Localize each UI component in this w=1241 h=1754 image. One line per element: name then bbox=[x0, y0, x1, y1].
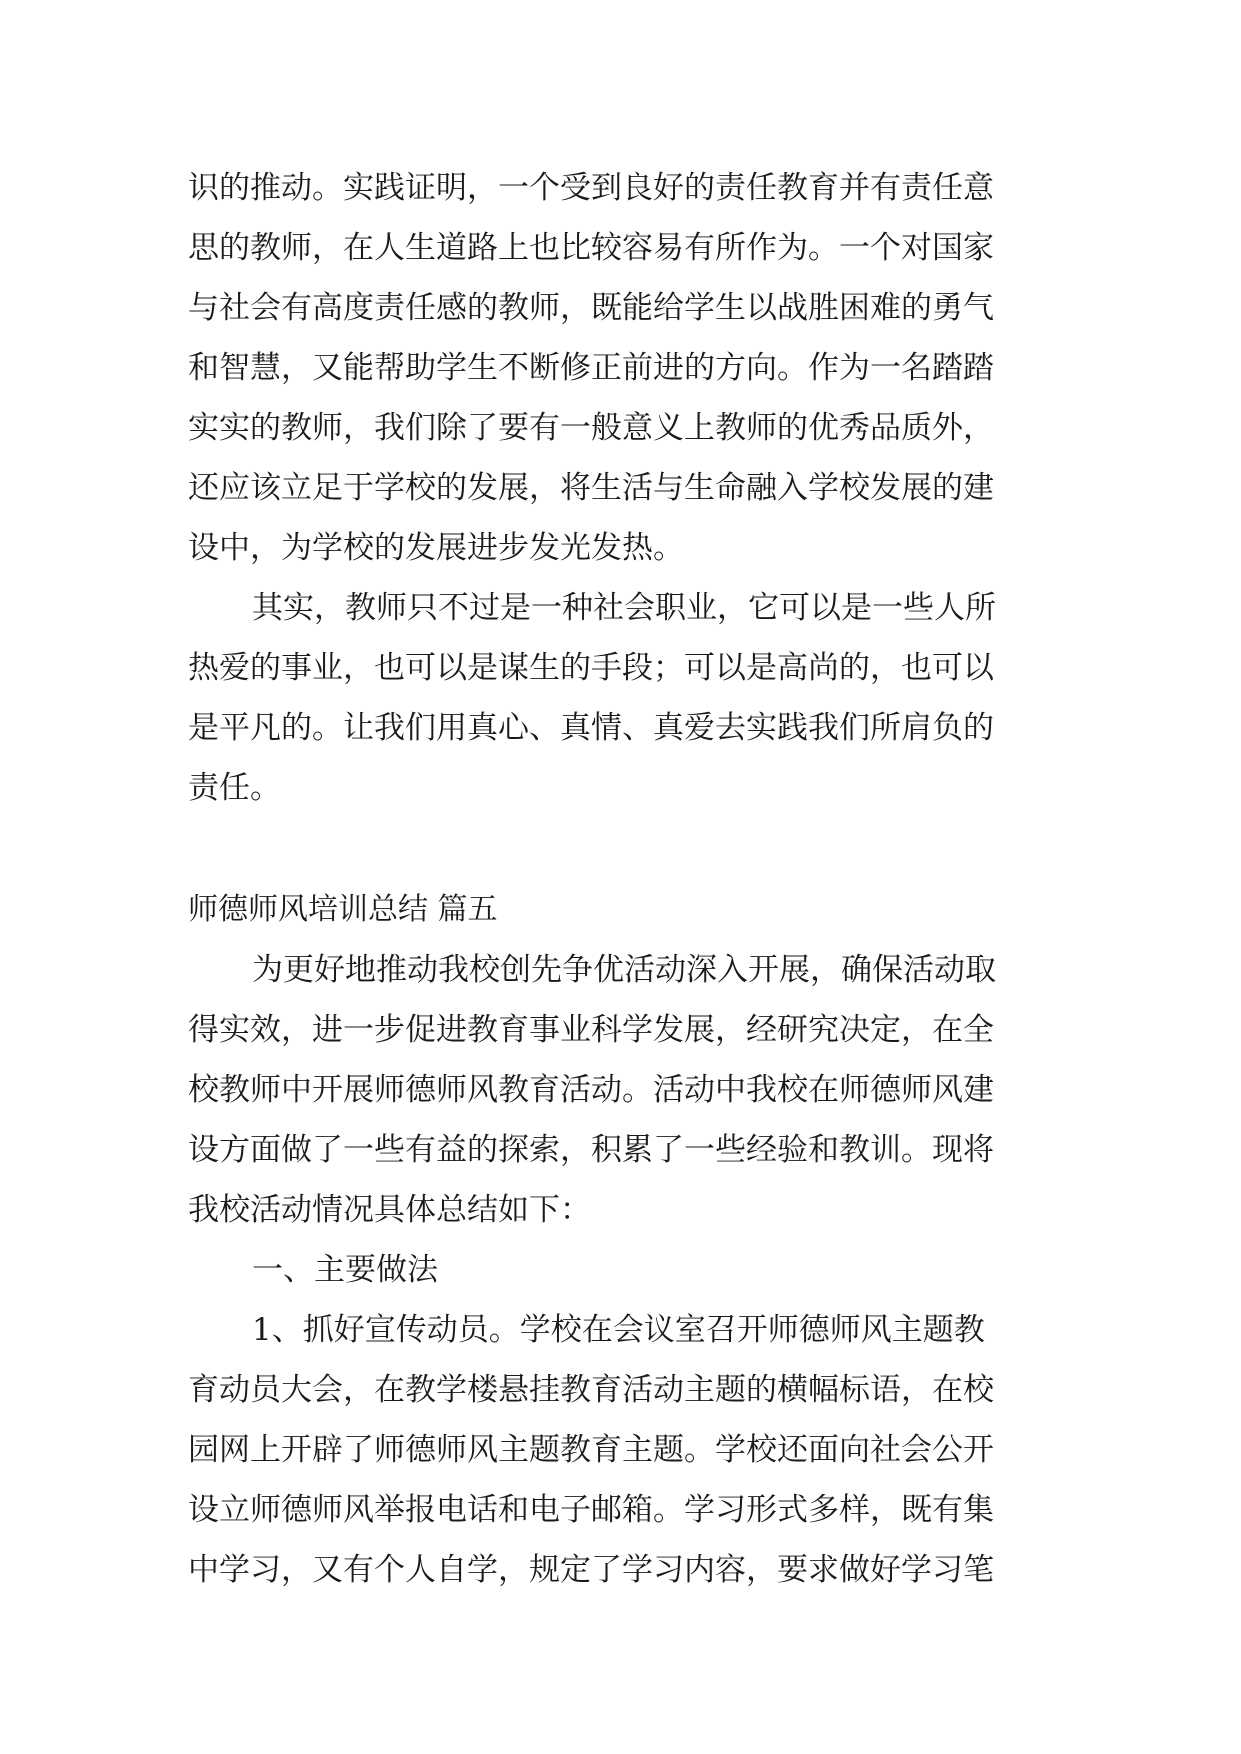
paragraph-4 bbox=[188, 1300, 1050, 1600]
paragraph-line: 与社会有高度责任感的教师，既能给学生以战胜困难的勇气 bbox=[188, 290, 994, 326]
section-heading: 师德师风培训总结 篇五 bbox=[188, 892, 498, 927]
paragraph-line: 还应该立足于学校的发展，将生活与生命融入学校发展的建 bbox=[188, 470, 994, 506]
paragraph-line: 1、抓好宣传动员。学校在会议室召开师德师风主题教 bbox=[252, 1312, 985, 1348]
section-spacer bbox=[188, 818, 1050, 880]
paragraph-line: 思的教师，在人生道路上也比较容易有所作为。一个对国家 bbox=[188, 230, 994, 266]
paragraph-line: 实实的教师，我们除了要有一般意义上教师的优秀品质外， bbox=[188, 410, 994, 446]
paragraph-line: 设中，为学校的发展进步发光发热。 bbox=[188, 530, 684, 566]
paragraph-line: 和智慧，又能帮助学生不断修正前进的方向。作为一名踏踏 bbox=[188, 350, 994, 386]
paragraph-line: 其实，教师只不过是一种社会职业，它可以是一些人所 bbox=[252, 590, 996, 626]
paragraph-2 bbox=[188, 578, 1050, 818]
paragraph-line: 我校活动情况具体总结如下： bbox=[188, 1192, 591, 1228]
document-body bbox=[188, 158, 1050, 1600]
paragraph-line: 校教师中开展师德师风教育活动。活动中我校在师德师风建 bbox=[188, 1072, 994, 1108]
paragraph-line: 设立师德师风举报电话和电子邮箱。学习形式多样，既有集 bbox=[188, 1492, 994, 1528]
paragraph-line: 育动员大会，在教学楼悬挂教育活动主题的横幅标语，在校 bbox=[188, 1372, 994, 1408]
paragraph-3 bbox=[188, 940, 1050, 1240]
paragraph-line: 热爱的事业，也可以是谋生的手段；可以是高尚的，也可以 bbox=[188, 650, 994, 686]
paragraph-line: 设方面做了一些有益的探索，积累了一些经验和教训。现将 bbox=[188, 1132, 994, 1168]
paragraph-line: 是平凡的。让我们用真心、真情、真爱去实践我们所肩负的 bbox=[188, 710, 994, 746]
paragraph-line: 中学习，又有个人自学，规定了学习内容，要求做好学习笔 bbox=[188, 1552, 994, 1588]
paragraph-line: 责任。 bbox=[188, 770, 281, 806]
paragraph-line: 为更好地推动我校创先争优活动深入开展，确保活动取 bbox=[252, 952, 996, 988]
paragraph-line: 园网上开辟了师德师风主题教育主题。学校还面向社会公开 bbox=[188, 1432, 994, 1468]
paragraph-line: 得实效，进一步促进教育事业科学发展，经研究决定，在全 bbox=[188, 1012, 994, 1048]
paragraph-line: 识的推动。实践证明，一个受到良好的责任教育并有责任意 bbox=[188, 170, 994, 206]
subheading: 一、主要做法 bbox=[252, 1252, 438, 1288]
paragraph-1 bbox=[188, 158, 1050, 578]
